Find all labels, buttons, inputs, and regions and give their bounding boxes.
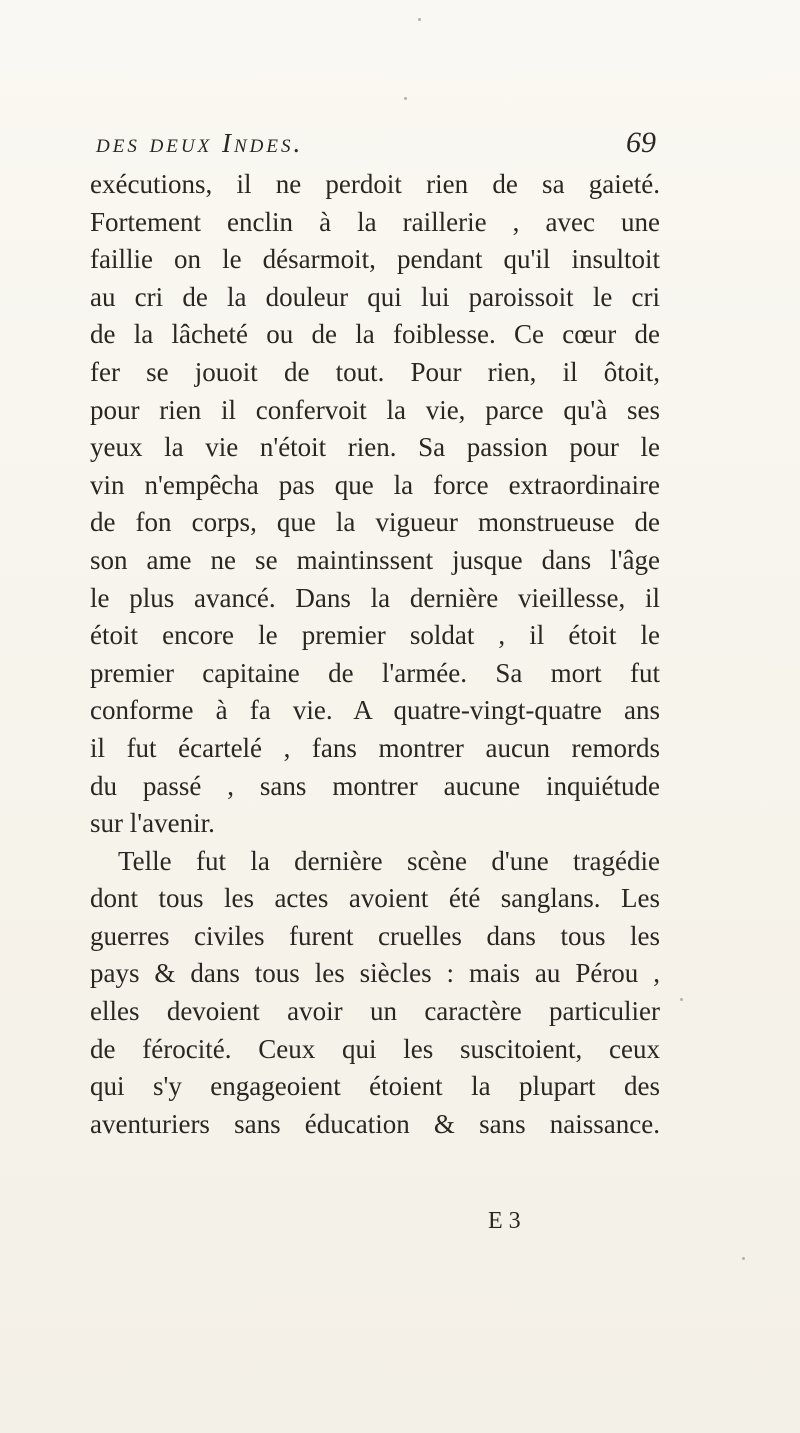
text-line: fer se jouoit de tout. Pour rien, il ôtoit, <box>90 356 660 387</box>
text-line: elles devoient avoir un caractère particulier <box>90 996 660 1027</box>
text-line: exécutions, il ne perdoit rien de sa gaieté. <box>90 169 660 199</box>
text-line: le plus avancé. Dans la dernière vieillesse, il <box>90 582 660 613</box>
text-line: Fortement enclin à la raillerie , avec une <box>90 206 660 237</box>
text-line: qui s'y engageoient étoient la plupart des <box>90 1071 660 1102</box>
text-line: vin n'empêcha pas que la force extraordinaire <box>90 469 660 500</box>
text-line: Telle fut la dernière scène d'une tragédie <box>118 845 660 876</box>
body-text <box>90 166 660 1143</box>
text-line: de férocité. Ceux qui les suscitoient, ceux <box>90 1033 660 1064</box>
text-line: dont tous les actes avoient été sanglans. Les <box>90 883 660 914</box>
text-line: premier capitaine de l'armée. Sa mort fut <box>90 657 660 688</box>
paper-speck <box>418 18 421 21</box>
text-line: yeux la vie n'étoit rien. Sa passion pour le <box>90 432 660 463</box>
text-line: de la lâcheté ou de la foiblesse. Ce cœur de <box>90 319 660 350</box>
text-line: de fon corps, que la vigueur monstrueuse de <box>90 507 660 538</box>
text-line: aventuriers sans éducation & sans naissance. <box>90 1108 660 1139</box>
page-header <box>96 128 656 168</box>
text-line: faillie on le désarmoit, pendant qu'il insultoit <box>90 244 660 275</box>
running-title: des deux Indes. <box>96 128 304 158</box>
text-line: guerres civiles furent cruelles dans tous les <box>90 920 660 951</box>
text-line: pour rien il confervoit la vie, parce qu'à ses <box>90 394 660 425</box>
text-line: pays & dans tous les siècles : mais au Pérou , <box>90 958 660 989</box>
text-line: il fut écartelé , fans montrer aucun remords <box>90 732 660 763</box>
signature-mark: E 3 <box>488 1208 521 1234</box>
text-line: sur l'avenir. <box>90 808 215 839</box>
text-line: conforme à fa vie. A quatre-vingt-quatre ans <box>90 695 660 726</box>
text-line: au cri de la douleur qui lui paroissoit le cri <box>90 281 660 312</box>
page-number: 69 <box>626 126 656 159</box>
text-line: étoit encore le premier soldat , il étoit le <box>90 620 660 651</box>
text-line: du passé , sans montrer aucune inquiétude <box>90 770 660 801</box>
paper-speck <box>742 1257 745 1260</box>
paper-speck <box>680 998 683 1001</box>
text-line: son ame ne se maintinssent jusque dans l'âge <box>90 544 660 575</box>
paper-speck <box>404 97 407 100</box>
